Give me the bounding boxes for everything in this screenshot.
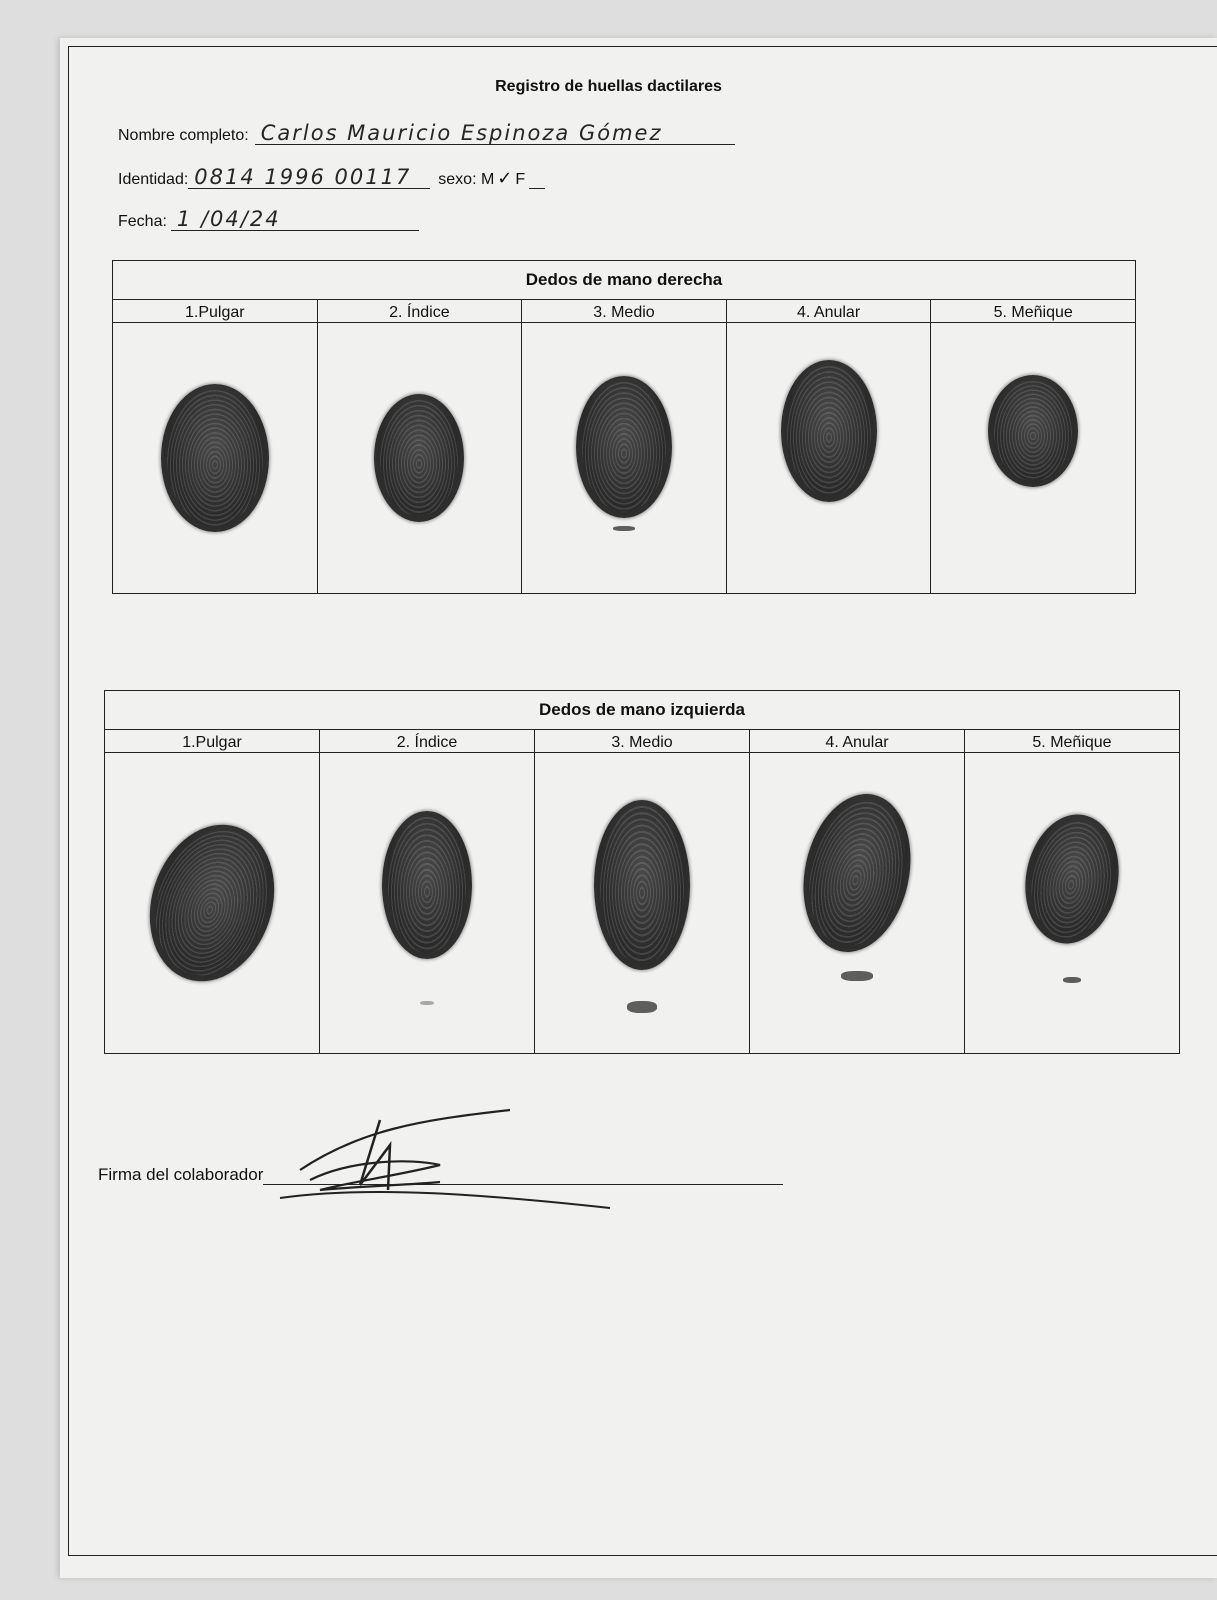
- fingerprint-icon: [1015, 807, 1128, 951]
- form-title: Registro de huellas dactilares: [495, 78, 722, 95]
- name-label: Nombre completo:: [118, 127, 249, 144]
- sex-f-label: F: [515, 171, 526, 188]
- name-row: [118, 122, 735, 145]
- ink-smudge: [1063, 977, 1081, 983]
- ink-smudge: [420, 1001, 434, 1005]
- right-ring-cell[interactable]: [726, 323, 931, 594]
- handwritten-signature: [270, 1090, 630, 1230]
- right-col-thumb: 1.Pulgar: [113, 300, 318, 323]
- right-col-little: 5. Meñique: [931, 300, 1136, 323]
- ink-smudge: [841, 971, 873, 981]
- id-label: Identidad:: [118, 171, 189, 188]
- right-hand-table: [112, 260, 1136, 594]
- fingerprint-icon: [988, 375, 1078, 487]
- left-little-cell[interactable]: [965, 753, 1180, 1054]
- fingerprint-icon: [594, 800, 690, 970]
- left-col-thumb: 1.Pulgar: [105, 730, 320, 753]
- date-field[interactable]: 1 /04/24: [171, 208, 419, 231]
- sex-m-checkmark[interactable]: ✓: [497, 168, 513, 188]
- left-hand-table: [104, 690, 1180, 1054]
- left-col-ring: 4. Anular: [750, 730, 965, 753]
- id-field[interactable]: 0814 1996 00117: [188, 166, 430, 189]
- left-col-little: 5. Meñique: [965, 730, 1180, 753]
- fingerprint-icon: [161, 384, 269, 532]
- date-label: Fecha:: [118, 213, 167, 230]
- date-row: [118, 208, 419, 231]
- fingerprint-icon: [790, 784, 925, 962]
- right-index-cell[interactable]: [317, 323, 522, 594]
- left-col-index: 2. Índice: [320, 730, 535, 753]
- fingerprint-icon: [130, 808, 294, 997]
- left-hand-title: Dedos de mano izquierda: [105, 691, 1180, 730]
- fingerprint-icon: [781, 360, 877, 502]
- name-field[interactable]: Carlos Mauricio Espinoza Gómez: [255, 122, 735, 145]
- signature-label: Firma del colaborador: [98, 1165, 264, 1184]
- left-ring-cell[interactable]: [750, 753, 965, 1054]
- left-thumb-cell[interactable]: [105, 753, 320, 1054]
- left-col-middle: 3. Medio: [535, 730, 750, 753]
- ink-smudge: [613, 526, 635, 531]
- right-little-cell[interactable]: [931, 323, 1136, 594]
- right-col-ring: 4. Anular: [726, 300, 931, 323]
- fingerprint-icon: [382, 811, 472, 959]
- right-thumb-cell[interactable]: [113, 323, 318, 594]
- sex-label: sexo: M: [438, 171, 495, 188]
- fingerprint-icon: [576, 376, 672, 518]
- right-middle-cell[interactable]: [522, 323, 727, 594]
- right-col-middle: 3. Medio: [522, 300, 727, 323]
- ink-smudge: [627, 1001, 657, 1013]
- right-hand-title: Dedos de mano derecha: [113, 261, 1136, 300]
- id-row: [118, 166, 545, 189]
- right-col-index: 2. Índice: [317, 300, 522, 323]
- fingerprint-icon: [374, 394, 464, 522]
- left-middle-cell[interactable]: [535, 753, 750, 1054]
- left-index-cell[interactable]: [320, 753, 535, 1054]
- sex-f-field[interactable]: [529, 174, 545, 189]
